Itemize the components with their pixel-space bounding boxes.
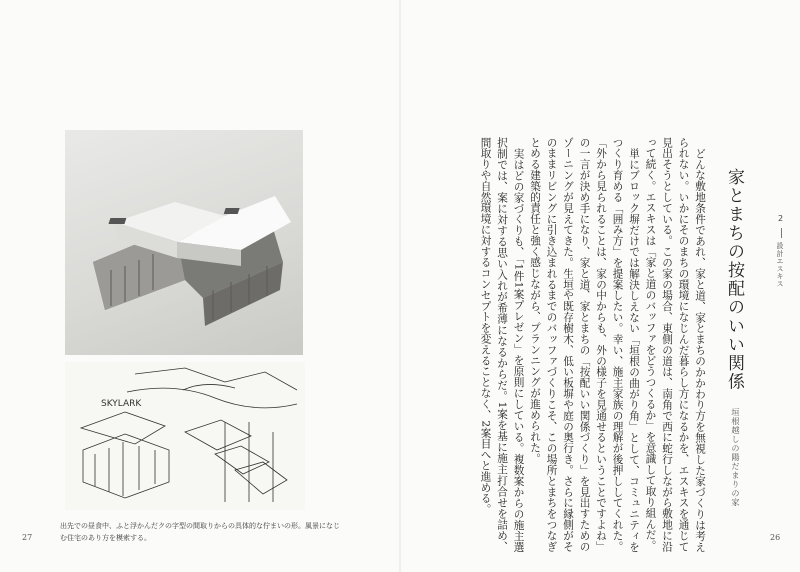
page-number-left: 27 [22, 533, 33, 542]
body-paragraph-3: 実はどの家づくりも、「1件1案プレゼン」を原則にしている。複数案からの施主選択制では、案に対する思い入れが希薄になるからだ。1案を基に施主打合せを詰め、間取りや自然環境に対するコンセプトを変えることなく、2案目へと進める。 [479, 137, 525, 552]
figure-caption: 出先での昼食中、ふと浮かんだクの字型の間取りからの具体的な佇まいの形。風景になじむ住宅のあり方を模索する。 [60, 522, 340, 542]
sketch-sign: SKYLARK [101, 399, 142, 409]
page-number-right: 26 [770, 533, 781, 542]
body-paragraph-2: 単にブロック塀だけでは解決しえない「垣根の曲がり角」として、コミュニティをつくり育める「囲み方」を提案したい。幸い、施主家族の理解が後押ししてくれた。「外から見られることは、家の中からも、外の様子を見通せるということですよね」の一言が決め手になり、家と道、家とまちの「按配いい関係づくり」を見出すためのゾーニングが見えてきた。生垣や既存樹木、低い板塀や庭の奥行き。さらに縁側がそのままリビングに引き込まれるまでのバッファづくりこそ、この場所とまちをつなぎとめる建築的責任と強く感じながら、プランニングが進められた。 [529, 137, 640, 552]
sketch-drawing [65, 362, 305, 510]
body-paragraph-1: どんな敷地条件であれ、家と道、家とまちのかかわり方を無視した家づくりは考えられない。いかにそのまちの環境になじんだ暮らし方になるかを、エスキスを通じて見出そうとしている。この家の場合、東側の道は、南角で西に蛇行しながら敷地に沿って続く。エスキスは「家と道のバッファをどうつくるか」を意識して取り組んだ。 [644, 137, 706, 552]
chapter-number: 2 [778, 214, 784, 223]
model-photo [65, 130, 303, 355]
chapter-label: 設計エスキス [776, 242, 784, 288]
chapter-rule [781, 228, 782, 238]
article-title: 家とまちの按配のいい関係 [724, 168, 744, 392]
article-subtitle: 垣根越しの陽だまりの家 [731, 408, 741, 507]
body-text [338, 137, 708, 552]
house-model-illustration [65, 130, 303, 355]
hand-sketch [65, 362, 305, 510]
